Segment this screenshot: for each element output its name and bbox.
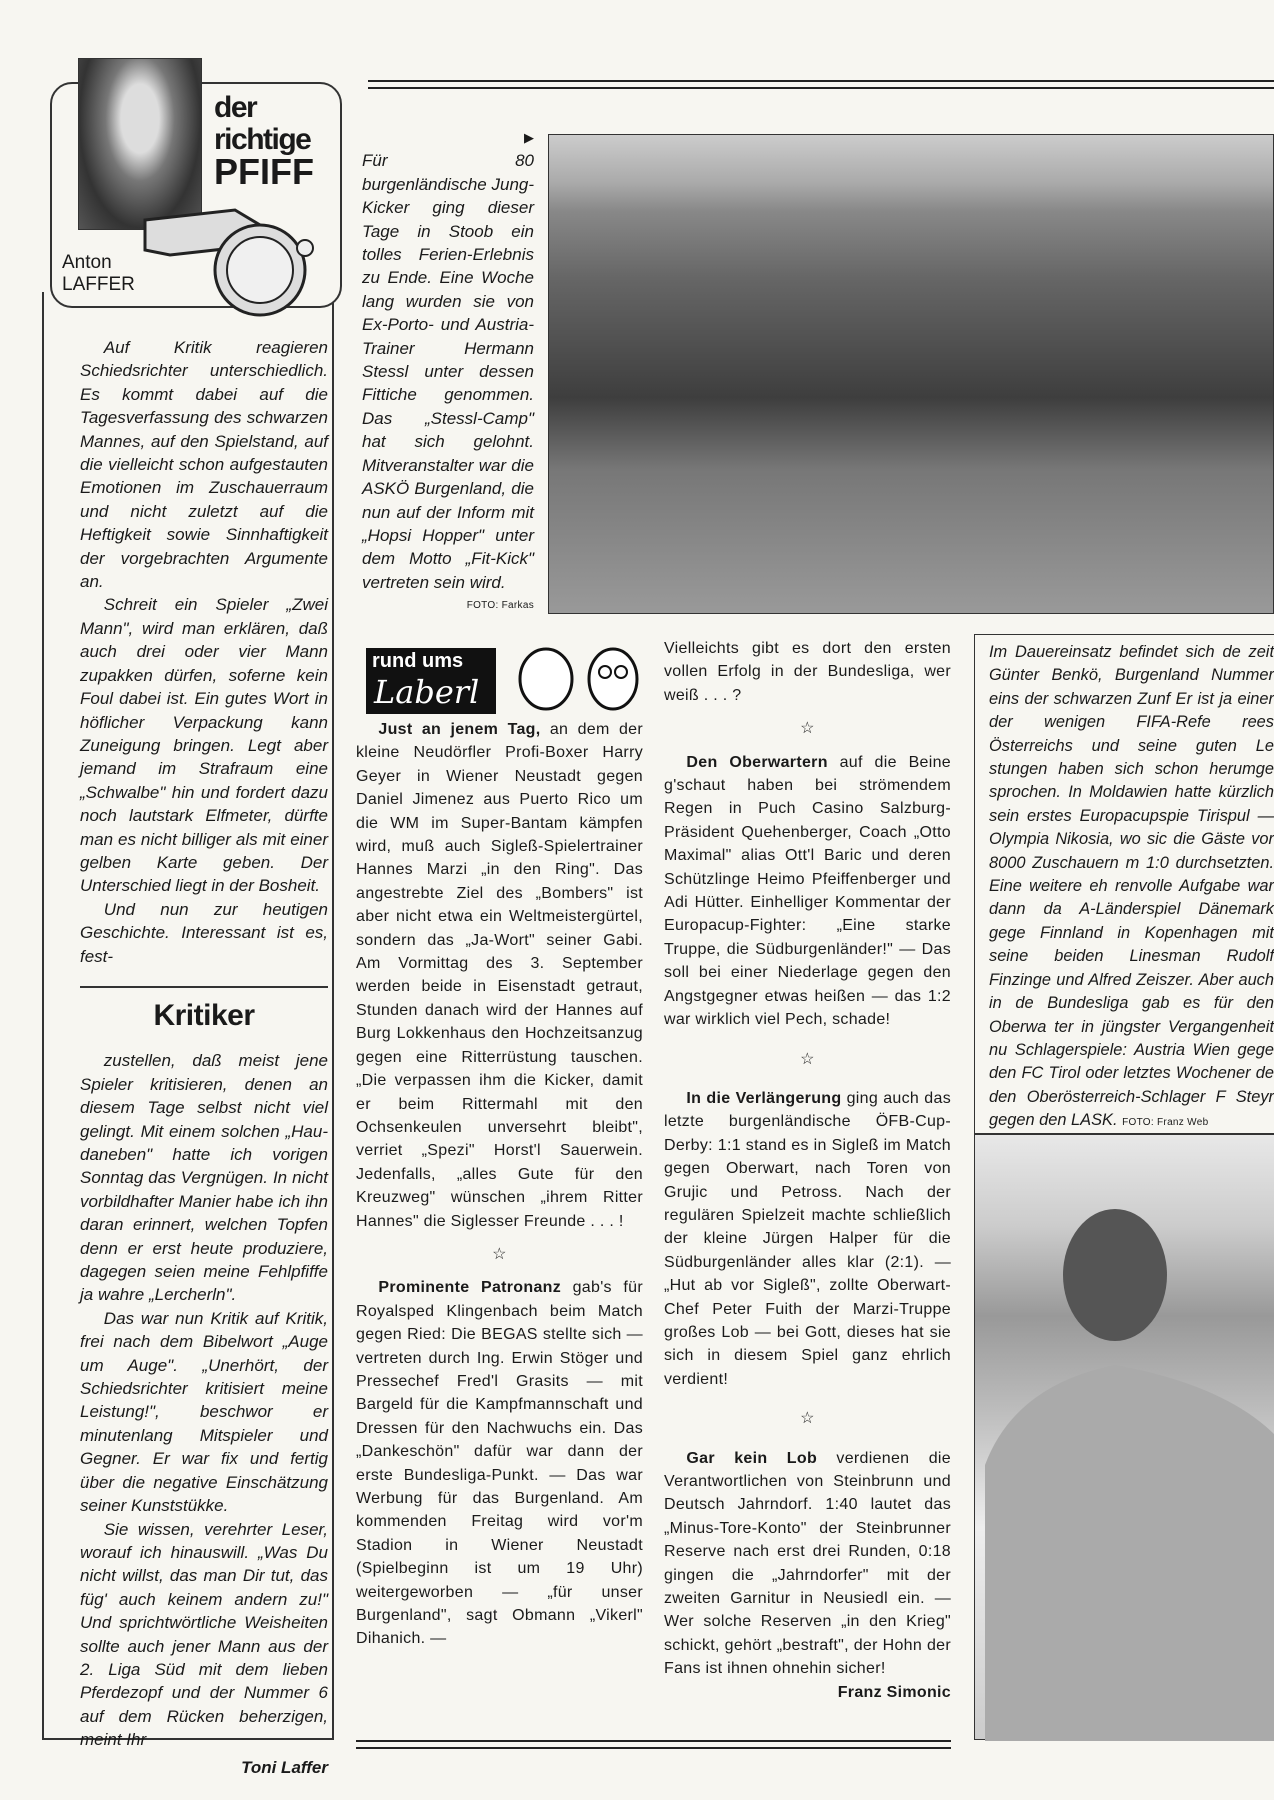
star-separator: ☆ (800, 1410, 815, 1428)
bottom-rule (356, 1740, 951, 1749)
paragraph: Das war nun Kritik auf Kritik, frei nach dem Bibelwort „Auge um Auge". „Unerhört, der Schiedsrichter kritisiert meine Leistung!", beschwor er minutenlang Mitspieler und Gegner. Er war fix und fertig über die negative Einschätzung seiner Kunststükke. (80, 1308, 328, 1516)
author-first: Anton (62, 252, 112, 273)
caption-text: Für 80 burgenländische Jung-Kicker ging dieser Tage in Stoob ein tolles Ferien-Erlebnis zu Ende. Eine Woche lang wurden sie von Ex-Porto- und Austria-Trainer Hermann Stessl unter dessen Fittiche genommen. Das „Stessl-Camp" hat sich gelohnt. Mitveranstalter war die ASKÖ Burgenland, die nun auf der Inform mit „Hopsi Hopper" unter dem Motto „Fit-Kick" vertreten sein wird. (362, 151, 535, 592)
caption-text: Im Dauereinsatz befindet sich de zeit Günter Benkö, Burgenland Nummer eins der schwarzen Zunf Er ist ja einer der wenigen FIFA-Refe rees Österreichs und seine guten Le stungen haben sich schon herumge sprochen. In Moldawien hatte kürzlich sein erstes Europacupspie Tirispul — Olympia Nikosia, wo sic die Gäste vor 8000 Zuschauern m 1:0 durchsetzten. Eine weitere eh renvolle Aufgabe war dann da A-Länderspiel Dänemark gege Finnland in Kopenhagen mit seine beiden Linesman Rudolf Finzinge und Alfred Zeiszer. Aber auch in de Bundesliga gab es für den Oberwa ter in jüngster Vergangenheit nu Schlagerspiele: Austria Wien gege den FC Tirol oder letztes Wochener de den Oberösterreich-Schlager F Steyr gegen den LASK. (989, 643, 1274, 1130)
news-item (356, 1276, 643, 1651)
item-text: an dem der kleine Neudörfler Profi-Boxer Harry Geyer in Wiener Neustadt gegen Daniel Jimenez aus Puerto Rico um die WM im Super-Bantam kämpfen wird, muß auch Sigleß-Spielertrainer Hannes Marzi „in den Ring". Das angestrebte Ziel des „Bombers" ist aber nicht etwa ein Weltmeistergürtel, sondern das „Ja-Wort" seiner Gabi. Am Vormittag des 3. September werden beide in Eisenstadt getraut, Stunden danach wird der Hannes auf Burg Lokkenhaus den Hochzeitsanzug gegen eine Ritterrüstung tauschen. „Die verpassen ihm die Kicker, damit er beim Rittermahl mit den Ochsenkeulen unversehrt bleibt", verriet „Spezi" Horst'l Sauerwein. Jedenfalls, „alles Gute für den Kreuzweg" wünschen „ihrem Ritter Hannes" die Siglesser Freunde . . . ! (356, 721, 643, 1230)
item-lead: In die Verlängerung (686, 1089, 842, 1107)
item-lead: Gar kein Lob (686, 1449, 818, 1467)
column-title (214, 91, 334, 192)
referee-photo (974, 1134, 1274, 1740)
item-text: verdienen die Verantwortlichen von Steinbrunn und Deutsch Jahrndorf. 1:40 lautet das „Minus-Tore-Konto" der Steinbrunner Reserve nach erst drei Runden, 0:18 gingen die „Jahrndorfer" mit der zweiten Garnitur in Neusiedl ein. — Wer solche Reserven „in den Krieg" schickt, gehört „bestraft", der Hohn der Fans ist ihnen ohnehin sicher! (664, 1449, 951, 1678)
title-line: der (214, 91, 257, 124)
section-header (366, 644, 646, 722)
header-logo-text: Laberl (374, 673, 480, 711)
item-text: ging auch das letzte burgenländische ÖFB-Cup-Derby: 1:1 stand es in Sigleß im Match gegen Oberwart, nach Toren von Grujic und Petross. Nach der regulären Spielzeit machte schließlich der kleine Jürgen Halper für die Südburgenländer alles klar (2:1). — „Hut ab vor Sigleß", zollte Oberwart-Chef Peter Fuith der Marzi-Truppe großes Lob — bei Gott, dieses hat sie sich in diesem Spiel ganz ehrlich verdient! (664, 1089, 951, 1388)
cartoon-faces-icon (501, 644, 646, 722)
author-name (62, 252, 135, 296)
subheading: Kritiker (80, 986, 328, 1027)
referee-caption (974, 634, 1274, 1134)
star-separator: ☆ (800, 1050, 815, 1068)
signature: Toni Laffer (241, 1757, 328, 1777)
star-separator: ☆ (492, 1245, 507, 1263)
paragraph: Schreit ein Spieler „Zwei Mann", wird man erklären, daß auch drei oder vier Mann zupakken dürfen, soferne kein Foul dabei ist. Ein gutes Wort in höflicher Verpackung kann Zuneigung bringen. Legt aber jemand im Strafraum eine „Schwalbe" hin und fordert dazu noch lautstark Elfmeter, dürfte man es nicht billiger als mit einer gelben Karte geben. Der Unterschied liegt in der Bosheit. (80, 595, 328, 896)
paragraph: zustellen, daß meist jene Spieler kritisieren, denen an diesem Tage selbst nicht viel gelingt. Mit einem solchen „Hau-daneben" hatte ich vorigen Sonntag das Vergnügen. In nicht vorbildhafter Manier habe ich ihn daran erinnert, welchen Topfen denn er erst heute produziere, dagegen seien meine Fehlpfiffe ja wahre „Lercherln". (80, 1051, 328, 1305)
caption-paragraph (362, 149, 535, 612)
item-lead: Prominente Patronanz (378, 1279, 562, 1297)
star-separator: ☆ (800, 720, 815, 738)
header-line: rund ums (372, 650, 464, 672)
author-last: LAFFER (62, 274, 135, 295)
news-item (356, 718, 643, 1233)
arrow-icon: ▶ (524, 130, 534, 145)
item-lead: Just an jenem Tag, (378, 721, 541, 738)
item-text: auf die Beine g'schaut haben bei strömendem Regen in Puch Casino Salzburg-Präsident Quehenberger, Coach „Otto Maximal" alias Ott'l Baric und deren Schützlinge Heimo Pfeiffenberger und Adi Hütter. Einhelliger Kommentar der Europacup-Fighter: „Eine starke Truppe, die Südburgenländer!" — Das soll bei einer Niederlage gegen den Angstgegner etwas heißen — das 1:2 war wirklich viel Pech, schade! (664, 753, 951, 1029)
signature: Franz Simonic (837, 1683, 951, 1701)
news-item (664, 1447, 951, 1701)
referee-figure (975, 1135, 1274, 1741)
photo-credit: FOTO: Farkas (466, 600, 534, 612)
news-column-b (664, 637, 951, 1704)
title-line: richtige (214, 123, 311, 156)
whistle-icon (140, 200, 330, 320)
photo-caption (362, 126, 534, 618)
news-item (664, 1087, 951, 1391)
top-rule (368, 80, 1274, 89)
photo-credit: FOTO: Franz Web (1122, 1117, 1209, 1129)
continued-text: Vielleichts gibt es dort den ersten vollen Erfolg in der Bundesliga, wer weiß . . . ? (664, 640, 951, 704)
item-lead: Den Oberwartern (686, 753, 828, 771)
news-column-a (356, 718, 643, 1651)
team-photo (548, 134, 1274, 614)
paragraph: Und nun zur heutigen Geschichte. Interessant ist es, fest- (80, 899, 328, 966)
title-line: PFIFF (214, 151, 314, 192)
column-text (80, 336, 328, 1779)
item-text: gab's für Royalsped Klingenbach beim Match gegen Ried: Die BEGAS stellte sich — vertreten durch Ing. Erwin Stöger und Pressechef Fred'l Grasits — mit Bargeld für die Kampfmannschaft und Dressen für den Nachwuchs ein. Das „Dankeschön" dafür war dann der erste Bundesliga-Punkt. — Das war Werbung für das Burgenland. Am kommenden Freitag wird vor'm Stadion in Wiener Neustadt (Spielbeginn ist um 19 Uhr) weitergeworben — „für unser Burgenland", sagt Obmann „Vikerl" Dihanich. — (356, 1279, 643, 1648)
news-item (664, 751, 951, 1032)
paragraph: Sie wissen, verehrter Leser, worauf ich hinauswill. „Was Du nicht willst, das man Dir tut, das füg' auch keinem andern zu!" Und sprichtwörtliche Weisheiten sollte auch jener Mann aus der 2. Liga Süd mit dem lieben Pferdezopf und der Nummer 6 auf dem Rücken beherzigen, meint Ihr (80, 1519, 328, 1750)
paragraph: Auf Kritik reagieren Schiedsrichter unterschiedlich. Es kommt dabei auf die Tagesverfassung des schwarzen Mannes, auf den Spielstand, auf die vielleicht schon aufgestauten Emotionen im Zuschauerraum und nicht zuletzt auf die Heftigkeit sowie Sinnhaftigkeit der vorgebrachten Argumente an. (80, 338, 328, 592)
